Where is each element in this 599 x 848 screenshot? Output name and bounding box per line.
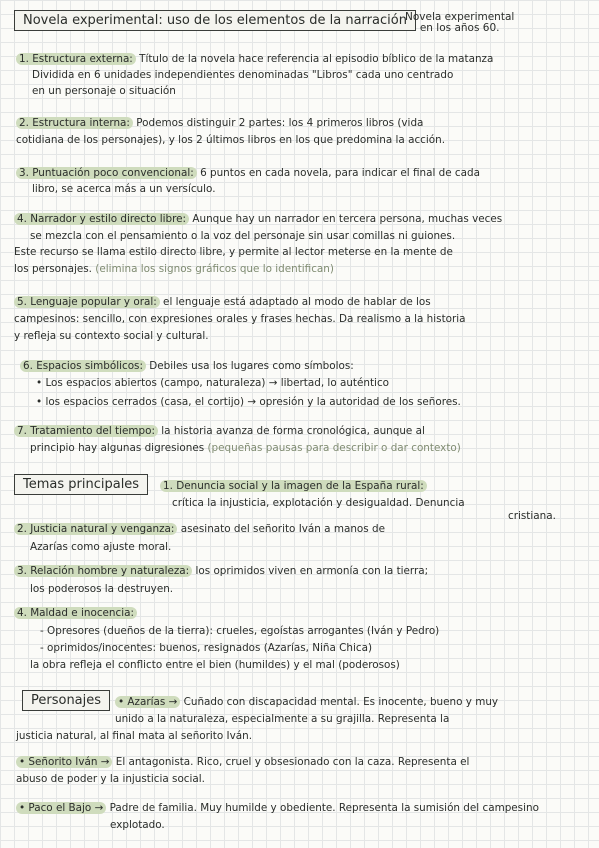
tema-2-label: 2. Justicia natural y venganza: bbox=[14, 523, 177, 535]
section-5-text-1: el lenguaje está adaptado al modo de hablar de los bbox=[163, 296, 431, 308]
personaje-1-line-2: unido a la naturaleza, especialmente a su grajilla. Representa la bbox=[115, 713, 450, 725]
section-4-line-4 bbox=[14, 262, 334, 276]
section-2-line-2: cotidiana de los personajes), y los 2 últimos libros en los que predomina la acción. bbox=[16, 134, 446, 146]
tema-4-label: 4. Maldad e inocencia: bbox=[14, 607, 137, 619]
section-2-text-1: Podemos distinguir 2 partes: los 4 primeros libros (vida bbox=[136, 117, 424, 129]
section-3-text-1: 6 puntos en cada novela, para indicar el final de cada bbox=[200, 167, 480, 179]
section-4-text-4a: los personajes. bbox=[14, 263, 92, 275]
section-5-line-1 bbox=[14, 295, 431, 309]
tema-2-line-2: Azarías como ajuste moral. bbox=[30, 541, 172, 553]
personaje-2-label: • Señorito Iván → bbox=[16, 756, 112, 768]
section-7-line-2 bbox=[30, 441, 461, 455]
side-note bbox=[405, 12, 514, 34]
section-2-label: 2. Estructura interna: bbox=[16, 117, 133, 129]
personaje-2-line-1 bbox=[16, 755, 469, 769]
personaje-3-label: • Paco el Bajo → bbox=[16, 802, 106, 814]
personaje-3-line-2: explotado. bbox=[110, 819, 165, 831]
tema-4-line-3: la obra refleja el conflicto entre el bien (humildes) y el mal (poderosos) bbox=[30, 659, 400, 671]
section-3-line-2: libro, se acerca más a un versículo. bbox=[32, 183, 216, 195]
section-4-text-1: Aunque hay un narrador en tercera persona, muchas veces bbox=[192, 213, 503, 225]
section-4-line-3: Este recurso se llama estilo directo libre, y permite al lector meterse en la mente de bbox=[14, 246, 453, 258]
tema-1-line-2: crítica la injusticia, explotación y desigualdad. Denuncia bbox=[172, 497, 465, 509]
section-7-text-1: la historia avanza de forma cronológica, aunque al bbox=[161, 425, 425, 437]
tema-3-label: 3. Relación hombre y naturaleza: bbox=[14, 565, 192, 577]
personaje-1-line-3: justicia natural, al final mata al señorito Iván. bbox=[16, 730, 253, 742]
tema-4-detail-1: - Opresores (dueños de la tierra): crueles, egoístas arrogantes (Iván y Pedro) bbox=[40, 625, 440, 637]
section-1-line-3: en un personaje o situación bbox=[32, 85, 176, 97]
section-4-line-1 bbox=[14, 212, 502, 226]
section-7-line-1 bbox=[14, 424, 425, 438]
personaje-2-line-2: abuso de poder y la injusticia social. bbox=[16, 773, 205, 785]
section-3-line-1 bbox=[16, 166, 480, 180]
section-6-label: 6. Espacios simbólicos: bbox=[20, 360, 146, 372]
section-1-label: 1. Estructura externa: bbox=[16, 53, 136, 65]
section-4-note: (elimina los signos gráficos que lo identifican) bbox=[95, 263, 334, 275]
personaje-1-line-1 bbox=[115, 695, 498, 709]
tema-1-line-1 bbox=[160, 479, 427, 493]
section-4-line-2: se mezcla con el pensamiento o la voz del personaje sin usar comillas ni guiones. bbox=[30, 230, 456, 242]
tema-4-detail-2: - oprimidos/inocentes: buenos, resignados (Azarías, Niña Chica) bbox=[40, 642, 373, 654]
section-7-text-2a: principio hay algunas digresiones bbox=[30, 442, 205, 454]
personaje-1-label: • Azarías → bbox=[115, 696, 180, 708]
section-3-label: 3. Puntuación poco convencional: bbox=[16, 167, 197, 179]
section-5-line-3: y refleja su contexto social y cultural. bbox=[14, 330, 209, 342]
tema-3-line-2: los poderosos la destruyen. bbox=[30, 583, 174, 595]
tema-3-line-1 bbox=[14, 564, 428, 578]
personaje-1-text-1: Cuñado con discapacidad mental. Es inocente, bueno y muy bbox=[183, 696, 499, 708]
temas-title: Temas principales bbox=[14, 474, 148, 495]
section-5-line-2: campesinos: sencillo, con expresiones orales y frases hechas. Da realismo a la historia bbox=[14, 313, 466, 325]
personaje-3-text-1: Padre de familia. Muy humilde y obediente. Representa la sumisión del campesino bbox=[109, 802, 539, 814]
tema-3-text-1: los oprimidos viven en armonía con la tierra; bbox=[195, 565, 429, 577]
section-6-line-1 bbox=[20, 359, 354, 373]
page-title: Novela experimental: uso de los elementos de la narración bbox=[14, 10, 416, 31]
section-6-text-1: Debiles usa los lugares como símbolos: bbox=[149, 360, 354, 372]
tema-2-text-1: asesinato del señorito Iván a manos de bbox=[180, 523, 385, 535]
tema-2-line-1 bbox=[14, 522, 385, 536]
side-note-line-2: en los años 60. bbox=[419, 22, 500, 34]
personaje-2-text-1: El antagonista. Rico, cruel y obsesionado con la caza. Representa el bbox=[115, 756, 470, 768]
section-4-label: 4. Narrador y estilo directo libre: bbox=[14, 213, 189, 225]
section-1-text-1: Título de la novela hace referencia al episodio bíblico de la matanza bbox=[139, 53, 494, 65]
section-1-line-1 bbox=[16, 52, 493, 66]
section-7-label: 7. Tratamiento del tiempo: bbox=[14, 425, 158, 437]
tema-1-label: 1. Denuncia social y la imagen de la España rural: bbox=[160, 480, 427, 492]
section-5-label: 5. Lenguaje popular y oral: bbox=[14, 296, 160, 308]
personajes-title: Personajes bbox=[22, 690, 110, 711]
personaje-3-line-1 bbox=[16, 801, 539, 815]
tema-4-line-1 bbox=[14, 606, 137, 620]
section-6-bullet-1: • Los espacios abiertos (campo, naturaleza) → libertad, lo auténtico bbox=[36, 376, 389, 390]
section-7-note: (pequeñas pausas para describir o dar contexto) bbox=[207, 442, 461, 454]
section-1-line-2: Dividida en 6 unidades independientes denominadas "Libros" cada uno centrado bbox=[32, 69, 454, 81]
section-2-line-1 bbox=[16, 116, 423, 130]
side-note-line-1: Novela experimental bbox=[405, 11, 515, 23]
section-6-bullet-2: • los espacios cerrados (casa, el cortijo) → opresión y la autoridad de los señores. bbox=[36, 395, 461, 409]
tema-1-line-3: cristiana. bbox=[508, 510, 556, 522]
